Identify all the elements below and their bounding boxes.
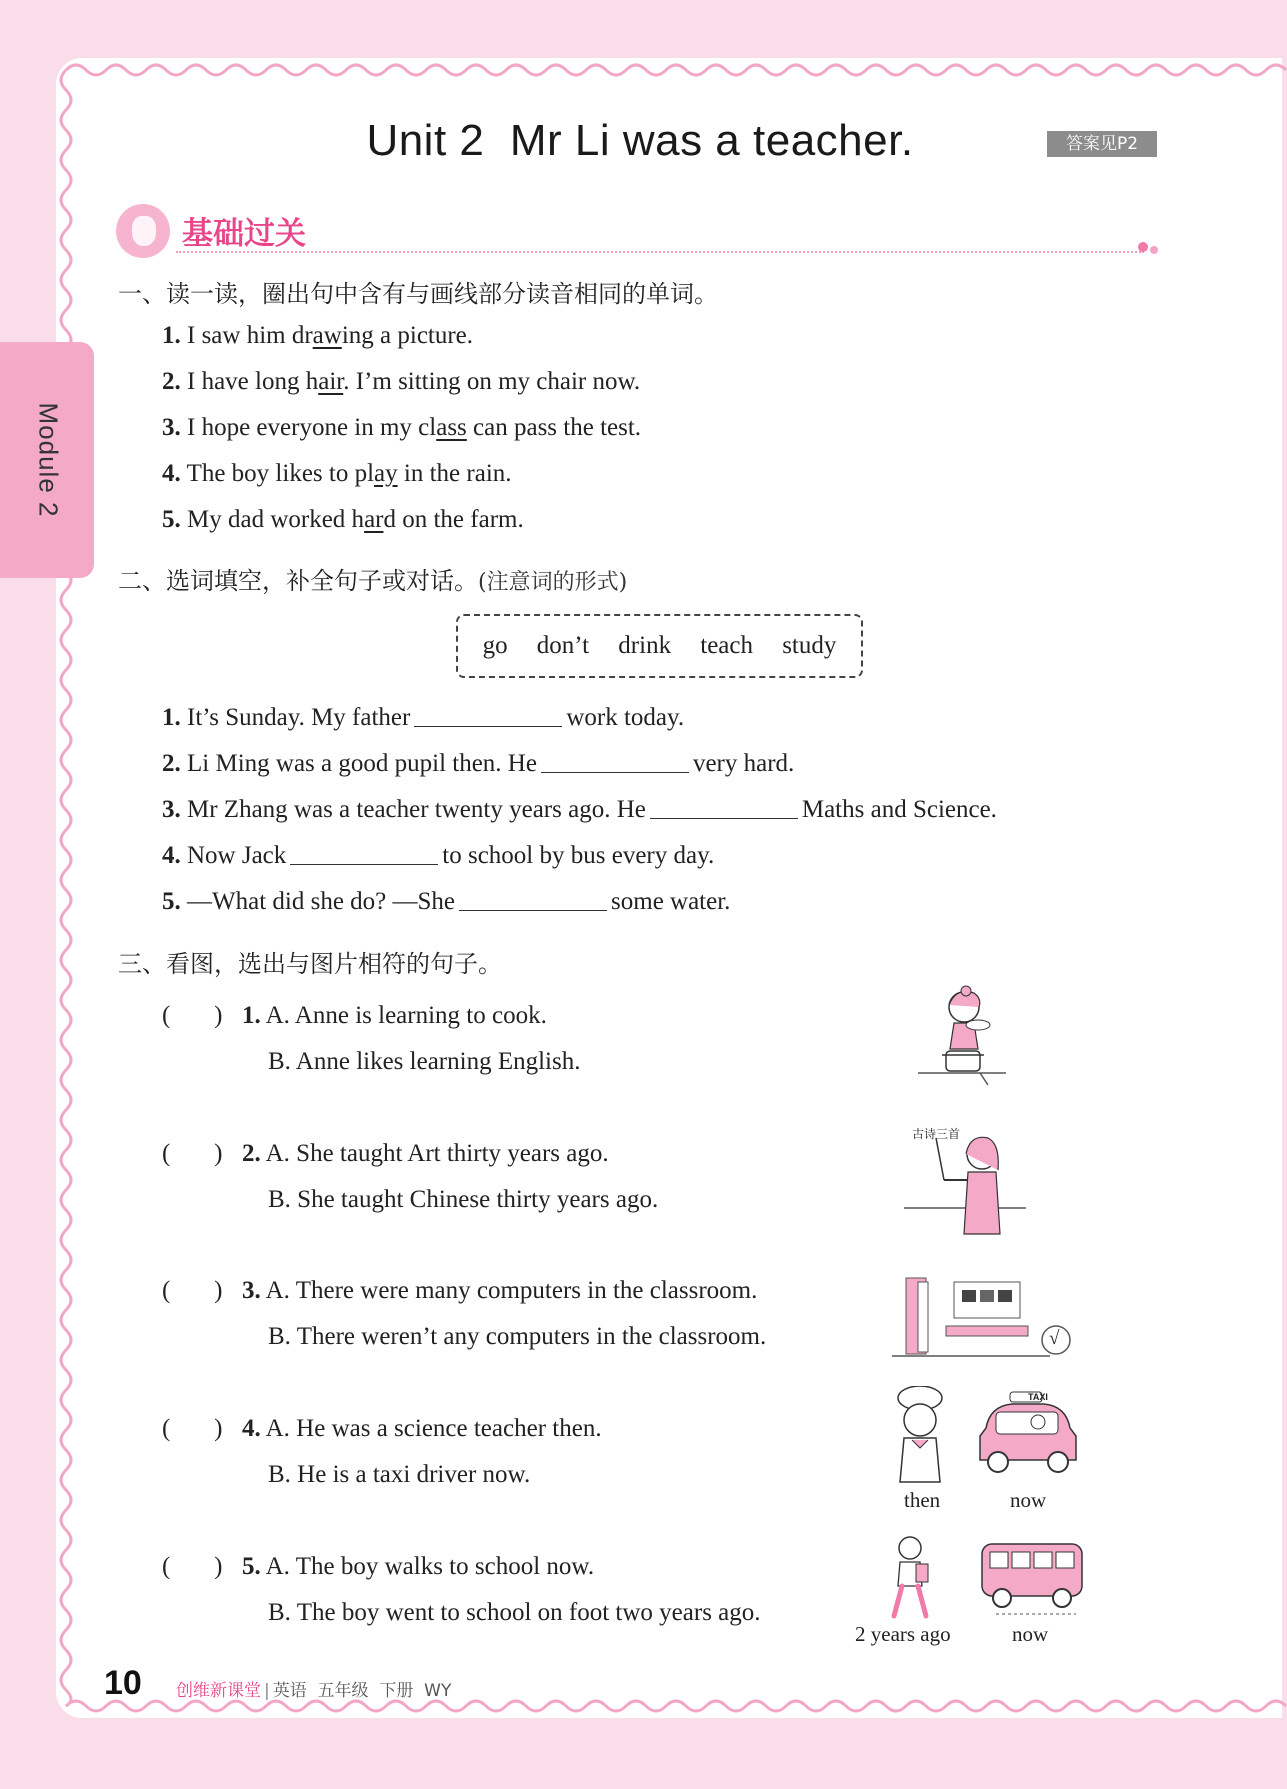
underlined-sound: ar bbox=[364, 506, 384, 533]
answer-blank[interactable] bbox=[459, 889, 607, 911]
answer-paren[interactable]: ( ) bbox=[162, 1277, 223, 1304]
girl-cooking-illustration bbox=[916, 985, 1016, 1095]
part3-item-3-b: B. There weren’t any computers in the classroom. bbox=[268, 1323, 767, 1350]
part3-item-3-a: 3. A. There were many computers in the classroom. bbox=[242, 1277, 758, 1304]
part3-item-5-a: 5. A. The boy walks to school now. bbox=[242, 1553, 595, 1580]
word-bank-item: teach bbox=[700, 632, 753, 659]
footer-subject: 英语 bbox=[272, 1681, 307, 1701]
part3-item-2-b: B. She taught Chinese thirty years ago. bbox=[268, 1186, 659, 1213]
walking-boy-illustration bbox=[880, 1536, 940, 1622]
footer-edition: WY bbox=[424, 1681, 452, 1701]
underlined-sound: aw bbox=[312, 322, 342, 349]
part1-item-4: 4. The boy likes to play in the rain. bbox=[162, 460, 512, 487]
picture-caption-then: then bbox=[904, 1488, 941, 1512]
answer-blank[interactable] bbox=[414, 705, 562, 727]
underlined-sound: air bbox=[318, 368, 344, 395]
section-divider bbox=[176, 251, 1144, 253]
underlined-sound: ay bbox=[374, 460, 398, 487]
picture-caption-now-bus: now bbox=[1012, 1622, 1049, 1646]
answer-blank[interactable] bbox=[290, 843, 438, 865]
module-tab bbox=[0, 342, 94, 578]
word-bank bbox=[456, 614, 863, 678]
part1-heading: 一、读一读，圈出句中含有与画线部分读音相同的单词。 bbox=[118, 280, 718, 308]
section-header bbox=[116, 204, 1161, 264]
footer-volume: 下册 bbox=[379, 1681, 414, 1701]
part1-item-3: 3. I hope everyone in my class can pass the test. bbox=[162, 414, 642, 441]
part3-item-4-a: 4. A. He was a science teacher then. bbox=[242, 1415, 602, 1442]
footer-grade: 五年级 bbox=[317, 1681, 369, 1701]
classroom-computers-illustration bbox=[890, 1272, 1074, 1366]
footer-info: 创维新课堂 | 英语 五年级 下册 WY bbox=[176, 1681, 452, 1701]
picture-caption-now: now bbox=[1010, 1488, 1047, 1512]
teacher-pointing-illustration bbox=[900, 1130, 1030, 1240]
part2-item-5: 5. —What did she do? —She some water. bbox=[162, 888, 731, 915]
check-mark: √ bbox=[1049, 1328, 1060, 1349]
answer-paren[interactable]: ( ) bbox=[162, 1140, 223, 1167]
decor-dot bbox=[1138, 242, 1148, 252]
taxi-sign: TAXI bbox=[1028, 1392, 1048, 1402]
page-title: Unit 2 Mr Li was a teacher. bbox=[366, 116, 914, 165]
word-bank-item: study bbox=[782, 632, 837, 659]
part2-note: (注意词的形式) bbox=[478, 570, 628, 595]
word-bank-item: don’t bbox=[536, 632, 590, 659]
part1-item-1: 1. I saw him drawing a picture. bbox=[162, 322, 474, 349]
answer-blank[interactable] bbox=[541, 751, 689, 773]
word-bank-item: go bbox=[482, 632, 508, 659]
part3-heading: 三、看图，选出与图片相符的句子。 bbox=[118, 950, 502, 978]
decor-dot bbox=[1150, 246, 1158, 254]
part3-item-2-a: 2. A. She taught Art thirty years ago. bbox=[242, 1140, 609, 1167]
part3-item-4-b: B. He is a taxi driver now. bbox=[268, 1461, 531, 1488]
section-label: 基础过关 bbox=[182, 216, 306, 252]
part1-item-2: 2. I have long hair. I’m sitting on my chair now. bbox=[162, 368, 641, 395]
footer-brand: 创维新课堂 bbox=[176, 1681, 261, 1701]
part2-item-2: 2. Li Ming was a good pupil then. He very hard. bbox=[162, 750, 795, 777]
answer-blank[interactable] bbox=[650, 797, 798, 819]
school-bus-illustration bbox=[976, 1534, 1088, 1620]
answer-paren[interactable]: ( ) bbox=[162, 1002, 223, 1029]
word-bank-item: drink bbox=[618, 632, 672, 659]
picture-caption-two-years-ago: 2 years ago bbox=[855, 1622, 951, 1646]
page-number: 10 bbox=[104, 1664, 142, 1702]
student-avatar-icon bbox=[116, 204, 170, 258]
part3-item-1-a: 1. A. Anne is learning to cook. bbox=[242, 1002, 547, 1029]
part2-item-1: 1. It’s Sunday. My father work today. bbox=[162, 704, 685, 731]
part3-item-1-b: B. Anne likes learning English. bbox=[268, 1048, 581, 1075]
poem-board-label: 古诗三首 bbox=[912, 1127, 961, 1141]
answer-reference-badge: 答案见P2 bbox=[1047, 131, 1157, 157]
part2-item-3: 3. Mr Zhang was a teacher twenty years ago. He Maths and Science. bbox=[162, 796, 997, 823]
part1-item-5: 5. My dad worked hard on the farm. bbox=[162, 506, 524, 533]
taxi-illustration bbox=[972, 1388, 1084, 1484]
answer-paren[interactable]: ( ) bbox=[162, 1415, 223, 1442]
chef-boy-illustration bbox=[890, 1386, 950, 1486]
module-tab-label: Module 2 bbox=[33, 402, 64, 518]
underlined-sound: ass bbox=[436, 414, 467, 441]
part2-heading: 二、选词填空，补全句子或对话。(注意词的形式) bbox=[118, 567, 628, 595]
part3-item-5-b: B. The boy went to school on foot two years ago. bbox=[268, 1599, 761, 1626]
part2-item-4: 4. Now Jack to school by bus every day. bbox=[162, 842, 715, 869]
answer-paren[interactable]: ( ) bbox=[162, 1553, 223, 1580]
